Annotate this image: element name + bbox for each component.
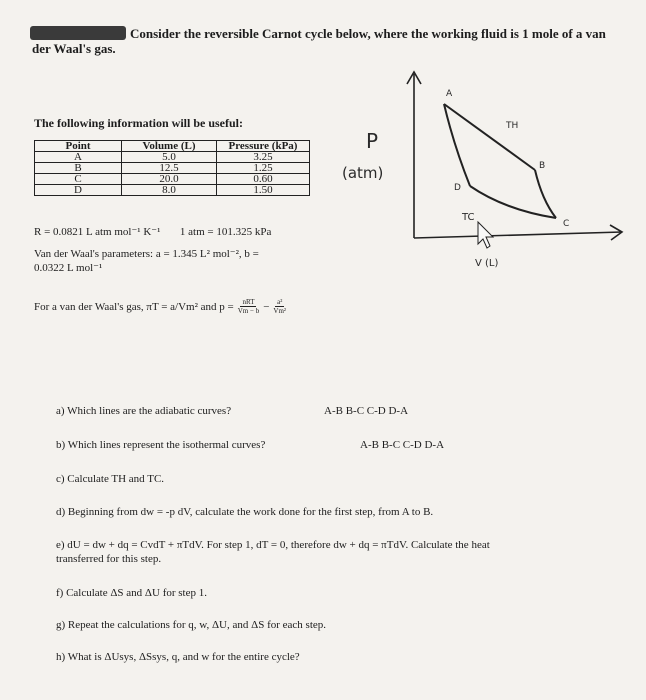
question-e-text: e) dU = dw + dq = CvdT + πTdV. For step 1, dT = 0, therefore dw + dq = πTdV. Calculate the heat <box>56 539 490 551</box>
question-e-text-cont: transferred for this step. <box>56 553 162 565</box>
vdw-eq-prefix: For a van der Waal's gas, πT = a/Vm² and p = <box>34 300 234 313</box>
question-g-text: g) Repeat the calculations for q, w, ΔU, and ΔS for each step. <box>56 619 327 631</box>
table-row <box>35 185 310 196</box>
table-row <box>35 174 310 185</box>
question-e <box>56 538 616 566</box>
carnot-pv-diagram <box>330 60 630 280</box>
y-axis-unit: (atm) <box>342 164 384 182</box>
table-row <box>35 163 310 174</box>
vdw-parameters <box>34 247 334 275</box>
vdw-equation <box>34 298 286 315</box>
cell-point: B <box>35 163 122 174</box>
info-heading: The following information will be useful: <box>34 116 244 130</box>
isotherm-hot-label: TH <box>506 121 519 131</box>
point-c-label: C <box>563 219 570 229</box>
question-b-text: b) Which lines represent the isothermal curves? <box>56 439 266 451</box>
cell-pressure: 1.25 <box>217 163 310 174</box>
question-a-text: a) Which lines are the adiabatic curves? <box>56 405 232 417</box>
intro-line-1: Consider the reversible Carnot cycle below, where the working fluid is 1 mole of a van <box>130 26 606 41</box>
frac1-den: Vm − b <box>237 307 260 315</box>
col-pressure: Pressure (kPa) <box>217 141 310 152</box>
point-d-label: D <box>454 183 461 193</box>
cell-volume: 20.0 <box>122 174 217 185</box>
y-axis-label: P <box>366 129 379 153</box>
table-row <box>35 152 310 163</box>
curve-d-a <box>444 104 470 186</box>
col-point: Point <box>35 141 122 152</box>
question-b-options: A-B B-C C-D D-A <box>360 439 445 451</box>
question-c <box>56 472 616 486</box>
cell-pressure: 1.50 <box>217 185 310 196</box>
curve-a-b <box>444 104 535 170</box>
table-header-row <box>35 141 310 152</box>
gas-constant: R = 0.0821 L atm mol⁻¹ K⁻¹ <box>34 226 161 238</box>
frac2-den: Vm² <box>273 307 287 315</box>
x-axis-line <box>414 232 622 238</box>
problem-intro <box>32 26 632 56</box>
cell-volume: 12.5 <box>122 163 217 174</box>
question-d <box>56 505 616 519</box>
question-h <box>56 650 616 664</box>
intro-line-2: der Waal's gas. <box>32 41 116 56</box>
x-axis-label: V (L) <box>475 258 499 269</box>
vdw-params-line-1: Van der Waal's parameters: a = 1.345 L² mol⁻², b = <box>34 248 259 260</box>
question-f-text: f) Calculate ΔS and ΔU for step 1. <box>56 587 207 599</box>
question-f <box>56 586 616 600</box>
cell-volume: 5.0 <box>122 152 217 163</box>
minus-sign: − <box>263 300 270 313</box>
frac2-num: a² <box>277 298 283 306</box>
question-c-text: c) Calculate TH and TC. <box>56 473 165 485</box>
cell-point: A <box>35 152 122 163</box>
question-a-options: A-B B-C C-D D-A <box>324 405 409 417</box>
mouse-cursor-icon <box>478 222 493 248</box>
cell-point: C <box>35 174 122 185</box>
question-b <box>56 438 616 452</box>
point-b-label: B <box>539 161 546 171</box>
col-volume: Volume (L) <box>122 141 217 152</box>
vdw-params-line-2: 0.0322 L mol⁻¹ <box>34 262 103 274</box>
constants-line <box>34 225 271 238</box>
question-h-text: h) What is ΔUsys, ΔSsys, q, and w for the entire cycle? <box>56 651 300 663</box>
point-a-label: A <box>446 89 453 99</box>
state-table <box>34 140 310 196</box>
question-g <box>56 618 616 632</box>
atm-conversion: 1 atm = 101.325 kPa <box>179 226 272 238</box>
question-d-text: d) Beginning from dw = -p dV, calculate the work done for the first step, from A to B. <box>56 506 434 518</box>
frac1-num: nRT <box>242 298 255 306</box>
curve-c-d <box>470 186 556 218</box>
cell-point: D <box>35 185 122 196</box>
isotherm-cold-label: TC <box>462 212 475 223</box>
curve-b-c <box>535 170 556 218</box>
cell-pressure: 3.25 <box>217 152 310 163</box>
cell-volume: 8.0 <box>122 185 217 196</box>
question-a <box>56 404 616 418</box>
cell-pressure: 0.60 <box>217 174 310 185</box>
